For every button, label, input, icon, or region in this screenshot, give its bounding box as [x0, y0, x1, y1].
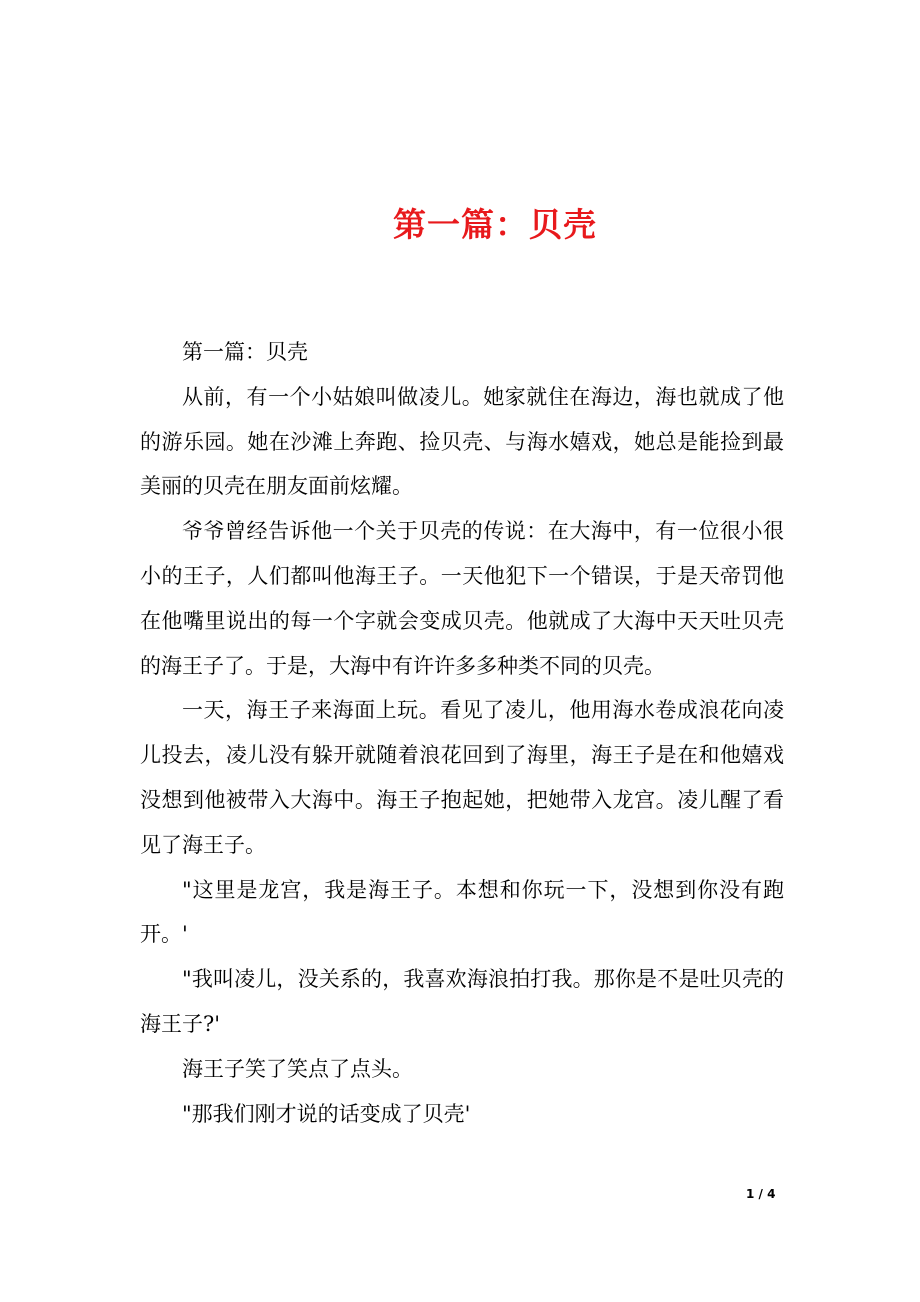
page-number: 1 / 4 — [746, 1187, 776, 1201]
paragraph: 从前，有一个小姑娘叫做凌儿。她家就住在海边，海也就成了他的游乐园。她在沙滩上奔跑、捡贝壳、与海水嬉戏，她总是能捡到最美丽的贝壳在朋友面前炫耀。 — [140, 384, 784, 499]
paragraph: 海王子笑了笑点了点头。 — [182, 1056, 413, 1081]
paragraph: 一天，海王子来海面上玩。看见了凌儿，他用海水卷成浪花向凌儿投去，凌儿没有躲开就随着浪花回到了海里，海王子是在和他嬉戏没想到他被带入大海中。海王子抱起她，把她带入龙宫。凌儿醒了看见了海王子。 — [140, 698, 784, 857]
paragraph: "我叫凌儿，没关系的，我喜欢海浪拍打我。那你是不是吐贝壳的海王子?' — [140, 967, 784, 1036]
document-title: 第一篇：贝壳 — [393, 205, 597, 244]
paragraph: 第一篇：贝壳 — [182, 340, 308, 364]
paragraph: "那我们刚才说的话变成了贝壳' — [182, 1101, 471, 1126]
paragraph: 爷爷曾经告诉他一个关于贝壳的传说：在大海中，有一位很小很小的王子，人们都叫他海王子。一天他犯下一个错误，于是天帝罚他在他嘴里说出的每一个字就会变成贝壳。他就成了大海中天天吐贝壳的海王子了。于是，大海中有许许多多种类不同的贝壳。 — [140, 519, 784, 678]
paragraph: "这里是龙宫，我是海王子。本想和你玩一下，没想到你没有跑开。' — [140, 877, 784, 947]
document-body — [140, 330, 784, 1136]
